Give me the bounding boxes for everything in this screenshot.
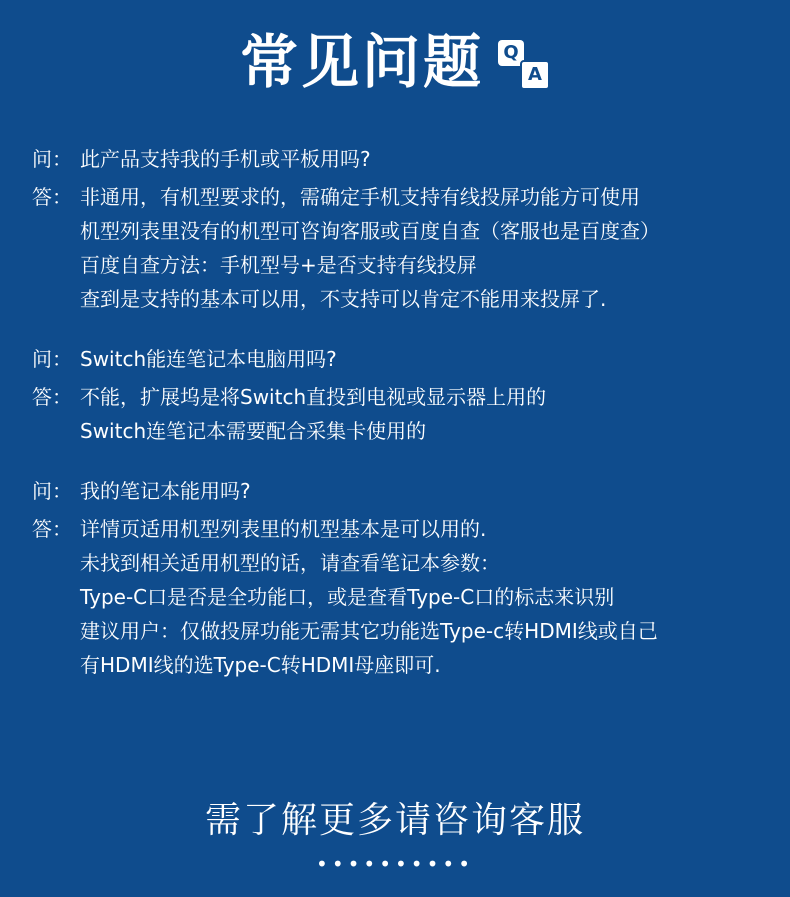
question-text: 我的笔记本能用吗?	[80, 479, 251, 503]
question-tag: 问：	[32, 147, 72, 171]
contact-service-text: 需了解更多请咨询客服	[204, 800, 585, 841]
answer-row	[32, 180, 772, 316]
answer-line: 详情页适用机型列表里的机型基本是可以用的.	[80, 517, 487, 541]
answer-line: 非通用，有机型要求的，需确定手机支持有线投屏功能方可使用	[80, 185, 640, 209]
header	[0, 26, 790, 98]
answer-line: Type-C口是否是全功能口，或是查看Type-C口的标志来识别	[80, 585, 615, 609]
answer-line: 有HDMI线的选Type-C转HDMI母座即可.	[80, 653, 441, 677]
faq-list	[32, 142, 772, 682]
question-row	[32, 142, 772, 176]
question-tag: 问：	[32, 347, 72, 371]
page-title: 常见问题	[239, 28, 484, 96]
qa-icon-a: A	[520, 60, 550, 90]
question-text: Switch能连笔记本电脑用吗?	[80, 347, 337, 371]
faq-item	[32, 474, 772, 682]
answer-line: 未找到相关适用机型的话，请查看笔记本参数：	[80, 551, 500, 575]
answer-line: 建议用户：仅做投屏功能无需其它功能选Type-c转HDMI线或自己	[80, 619, 658, 643]
answer-tag: 答：	[32, 185, 72, 209]
faq-item	[32, 342, 772, 448]
answer-row	[32, 380, 772, 448]
qa-icon-q: Q	[498, 40, 524, 66]
answer-line: Switch连笔记本需要配合采集卡使用的	[80, 419, 427, 443]
faq-item	[32, 142, 772, 316]
question-row	[32, 474, 772, 508]
qa-icon	[498, 40, 550, 88]
answer-row	[32, 512, 772, 682]
question-text: 此产品支持我的手机或平板用吗?	[80, 147, 371, 171]
answer-tag: 答：	[32, 517, 72, 541]
question-tag: 问：	[32, 479, 72, 503]
question-row	[32, 342, 772, 376]
answer-line: 百度自查方法：手机型号+是否支持有线投屏	[80, 253, 477, 277]
answer-line: 机型列表里没有的机型可咨询客服或百度自查（客服也是百度查）	[80, 219, 660, 243]
answer-line: 不能，扩展坞是将Switch直投到电视或显示器上用的	[80, 385, 547, 409]
dotted-divider: ••••••••••	[316, 852, 474, 876]
answer-line: 查到是支持的基本可以用，不支持可以肯定不能用来投屏了.	[80, 287, 607, 311]
answer-tag: 答：	[32, 385, 72, 409]
